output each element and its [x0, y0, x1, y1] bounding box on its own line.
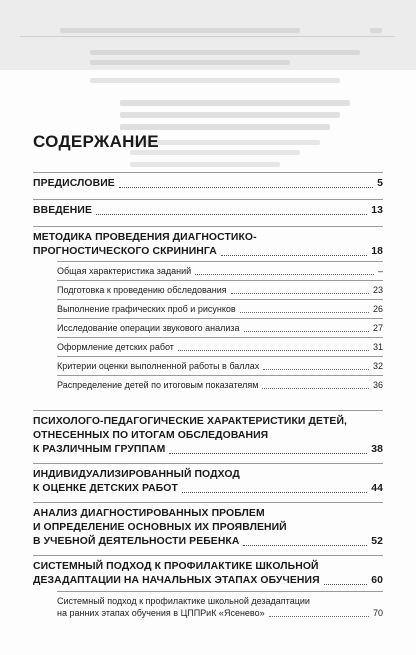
dot-leader: [269, 616, 369, 617]
toc-section-label: К ОЦЕНКЕ ДЕТСКИХ РАБОТ: [33, 483, 178, 494]
dot-leader: [182, 492, 367, 493]
toc-section-analysis[interactable]: [33, 502, 383, 555]
toc-page-number: 31: [372, 342, 383, 352]
toc-page-number: 36: [372, 380, 383, 390]
toc-subsection-label: на ранних этапах обучения в ЦППРиК «Ясенево»: [57, 608, 265, 618]
toc-section-methodology[interactable]: [33, 226, 383, 410]
toc-page-number: 13: [371, 205, 383, 216]
dot-leader: [231, 293, 369, 294]
dot-leader: [178, 350, 369, 351]
toc-page-number: 32: [372, 361, 383, 371]
toc-section-label: ПРЕДИСЛОВИЕ: [33, 178, 115, 189]
bleed-line: [90, 50, 360, 55]
toc-subsection-label: Критерии оценки выполненной работы в баллах: [57, 361, 260, 371]
toc-subsection[interactable]: [57, 338, 383, 357]
toc-section-preface[interactable]: [33, 172, 383, 199]
toc-page-number: 5: [377, 178, 383, 189]
table-of-contents: [33, 132, 383, 622]
toc-section-introduction[interactable]: [33, 199, 383, 226]
toc-section-label: ОТНЕСЕННЫХ ПО ИТОГАМ ОБСЛЕДОВАНИЯ: [33, 430, 269, 441]
toc-section-label: МЕТОДИКА ПРОВЕДЕНИЯ ДИАГНОСТИКО-: [33, 232, 257, 243]
bleed-line: [90, 60, 290, 65]
toc-section-characteristics[interactable]: [33, 410, 383, 463]
bleed-through-area: [0, 0, 416, 70]
toc-section-label: ИНДИВИДУАЛИЗИРОВАННЫЙ ПОДХОД: [33, 469, 240, 480]
toc-section-systemic-approach[interactable]: [33, 555, 383, 622]
bleed-line: [370, 28, 382, 33]
toc-section-label: И ОПРЕДЕЛЕНИЕ ОСНОВНЫХ ИХ ПРОЯВЛЕНИЙ: [33, 522, 287, 533]
dot-leader: [262, 388, 369, 389]
toc-subsection[interactable]: [57, 300, 383, 319]
dot-leader: [96, 214, 367, 215]
bleed-line: [60, 28, 300, 33]
toc-subsection[interactable]: [57, 357, 383, 376]
toc-subsection-label: Выполнение графических проб и рисунков: [57, 304, 236, 314]
bleed-line: [120, 100, 350, 106]
toc-subsection-label: Общая характеристика заданий: [57, 266, 192, 276]
toc-subsection-label: Оформление детских работ: [57, 342, 174, 352]
dot-leader: [244, 331, 369, 332]
toc-subsection-label: Распределение детей по итоговым показателям: [57, 380, 259, 390]
dot-leader: [263, 369, 369, 370]
toc-page-number: 26: [372, 304, 383, 314]
toc-page-number: 18: [371, 246, 383, 257]
toc-subsection[interactable]: [57, 376, 383, 394]
toc-title: СОДЕРЖАНИЕ: [33, 132, 159, 151]
dot-leader: [240, 312, 369, 313]
toc-subsection[interactable]: [57, 281, 383, 300]
toc-subsection[interactable]: [57, 261, 383, 281]
bleed-line: [90, 78, 340, 83]
toc-page-number: 60: [371, 575, 383, 586]
toc-section-individual-approach[interactable]: [33, 463, 383, 502]
bleed-line: [120, 124, 330, 130]
toc-section-label: ВВЕДЕНИЕ: [33, 205, 92, 216]
toc-subsection-label: Исследование операции звукового анализа: [57, 323, 240, 333]
toc-page-number: 44: [371, 483, 383, 494]
toc-page-number: 27: [372, 323, 383, 333]
toc-page-number: 70: [372, 608, 383, 618]
dot-leader: [243, 545, 367, 546]
dot-leader: [324, 584, 368, 585]
toc-page-number: –: [377, 266, 383, 276]
toc-section-label: ДЕЗАДАПТАЦИИ НА НАЧАЛЬНЫХ ЭТАПАХ ОБУЧЕНИЯ: [33, 575, 320, 586]
toc-section-label: ПСИХОЛОГО-ПЕДАГОГИЧЕСКИЕ ХАРАКТЕРИСТИКИ ДЕТЕЙ,: [33, 416, 348, 427]
dot-leader: [221, 255, 367, 256]
dot-leader: [169, 453, 367, 454]
toc-page-number: 23: [372, 285, 383, 295]
toc-section-label: В УЧЕБНОЙ ДЕЯТЕЛЬНОСТИ РЕБЕНКА: [33, 536, 240, 547]
dot-leader: [119, 187, 373, 188]
toc-section-label: АНАЛИЗ ДИАГНОСТИРОВАННЫХ ПРОБЛЕМ: [33, 508, 265, 519]
toc-subsection-label: Подготовка к проведению обследования: [57, 285, 227, 295]
toc-page-number: 52: [371, 536, 383, 547]
toc-section-label: К РАЗЛИЧНЫМ ГРУППАМ: [33, 444, 166, 455]
dot-leader: [195, 274, 374, 275]
toc-section-label: ПРОГНОСТИЧЕСКОГО СКРИНИНГА: [33, 246, 217, 257]
bleed-line: [120, 112, 340, 118]
toc-subsection[interactable]: [57, 591, 383, 622]
toc-page-number: 38: [371, 444, 383, 455]
toc-section-label: СИСТЕМНЫЙ ПОДХОД К ПРОФИЛАКТИКЕ ШКОЛЬНОЙ: [33, 561, 319, 572]
toc-subsection-label: Системный подход к профилактике школьной дезадаптации: [57, 596, 310, 606]
toc-subsection[interactable]: [57, 319, 383, 338]
